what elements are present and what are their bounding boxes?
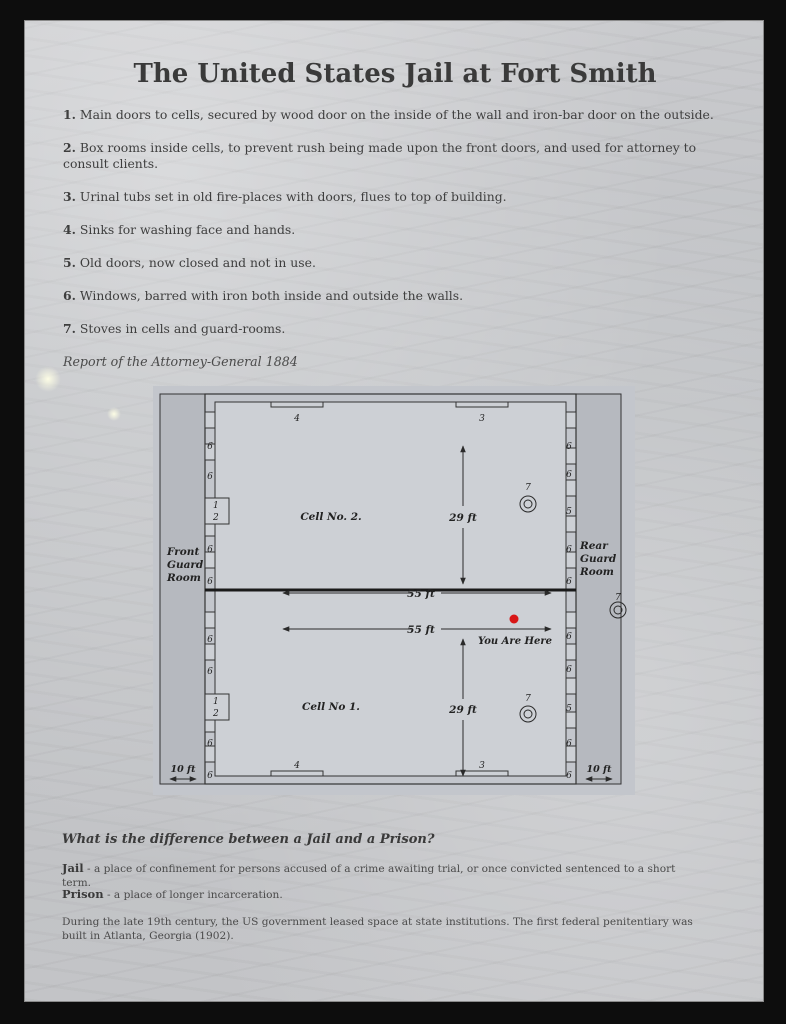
you-are-here-label: You Are Here — [477, 636, 553, 647]
label-window: 6 — [566, 577, 572, 587]
page-title: The United States Jail at Fort Smith — [133, 59, 657, 89]
label-stove: 7 — [615, 593, 621, 603]
legend-item: 6. Windows, barred with iron both inside and outside the walls. — [63, 288, 464, 303]
width-label-cell1: 55 ft — [407, 624, 435, 636]
label-window: 6 — [207, 739, 213, 749]
label-stove: 7 — [525, 694, 531, 704]
legend-item: 4. Sinks for washing face and hands. — [63, 222, 296, 237]
rear-guard-room-label: Guard — [580, 553, 617, 565]
label-window: 6 — [207, 472, 213, 482]
height-label-cell2: 29 ft — [449, 512, 477, 524]
urinal-tub-bottom — [456, 771, 508, 776]
front-guard-room-label: Front — [167, 546, 200, 558]
urinal-tub-top — [456, 402, 508, 407]
label-sink-bottom: 4 — [294, 761, 300, 771]
sign-panel — [24, 20, 764, 1002]
label-window: 6 — [566, 545, 572, 555]
label-window: 6 — [207, 577, 213, 587]
height-label-cell1: 29 ft — [449, 704, 477, 716]
rear-guard-room — [576, 394, 621, 784]
rear-guard-room-label: Rear — [580, 540, 608, 552]
cell-1-label: Cell No 1. — [302, 701, 360, 713]
jail-floor-plan — [153, 386, 635, 795]
label-sink-top: 4 — [294, 414, 300, 424]
sink-bottom — [271, 771, 323, 776]
label-window: 6 — [207, 771, 213, 781]
front-guard-room-label: Room — [167, 572, 201, 584]
label-window: 6 — [207, 667, 213, 677]
question-heading: What is the difference between a Jail and a Prison? — [62, 832, 435, 847]
label-box-room: 2 — [213, 513, 219, 523]
legend-item: 3. Urinal tubs set in old fire-places with doors, flues to top of building. — [63, 189, 507, 204]
light-glare — [35, 366, 61, 392]
history-paragraph: During the late 19th century, the US government leased space at state institutions. The first federal penitentiary was built in Atlanta, Georgia (1902). — [62, 916, 693, 942]
rear-guard-room-label: Room — [580, 566, 614, 578]
label-window: 6 — [566, 771, 572, 781]
legend-item: 1. Main doors to cells, secured by wood door on the inside of the wall and iron-bar door on the outside. — [63, 107, 714, 122]
cell-2-label: Cell No. 2. — [300, 511, 362, 523]
label-window: 6 — [207, 545, 213, 555]
scale-label-right: 10 ft — [586, 764, 612, 775]
label-tub-top: 3 — [479, 414, 485, 424]
label-stove: 7 — [525, 483, 531, 493]
light-glare — [107, 407, 121, 421]
jail-definition: Jail - a place of confinement for persons accused of a crime awaiting trial, or once convicted sentenced to a short term. — [62, 861, 676, 889]
width-label-cell2: 55 ft — [407, 588, 435, 600]
legend-item: 2. Box rooms inside cells, to prevent rush being made upon the front doors, and used for attorney to consult clients. — [63, 140, 697, 171]
label-window: 6 — [566, 739, 572, 749]
label-main-door: 1 — [213, 501, 219, 511]
label-window: 6 — [566, 632, 572, 642]
label-old-door: 5 — [566, 704, 572, 714]
sink-top — [271, 402, 323, 407]
label-window: 6 — [207, 442, 213, 452]
label-window: 6 — [566, 470, 572, 480]
label-window: 6 — [207, 635, 213, 645]
scale-label-left: 10 ft — [170, 764, 196, 775]
you-are-here-marker — [510, 615, 519, 624]
label-box-room: 2 — [213, 709, 219, 719]
label-window: 6 — [566, 665, 572, 675]
legend-item: 5. Old doors, now closed and not in use. — [63, 255, 316, 270]
label-window: 6 — [566, 442, 572, 452]
prison-definition: Prison - a place of longer incarceration. — [62, 887, 283, 901]
label-old-door: 5 — [566, 507, 572, 517]
front-guard-room-label: Guard — [167, 559, 204, 571]
label-main-door: 1 — [213, 697, 219, 707]
citation: Report of the Attorney-General 1884 — [63, 354, 298, 369]
front-guard-room — [160, 394, 205, 784]
label-tub-bottom: 3 — [479, 761, 485, 771]
legend-list — [63, 107, 723, 354]
legend-item: 7. Stoves in cells and guard-rooms. — [63, 321, 286, 336]
